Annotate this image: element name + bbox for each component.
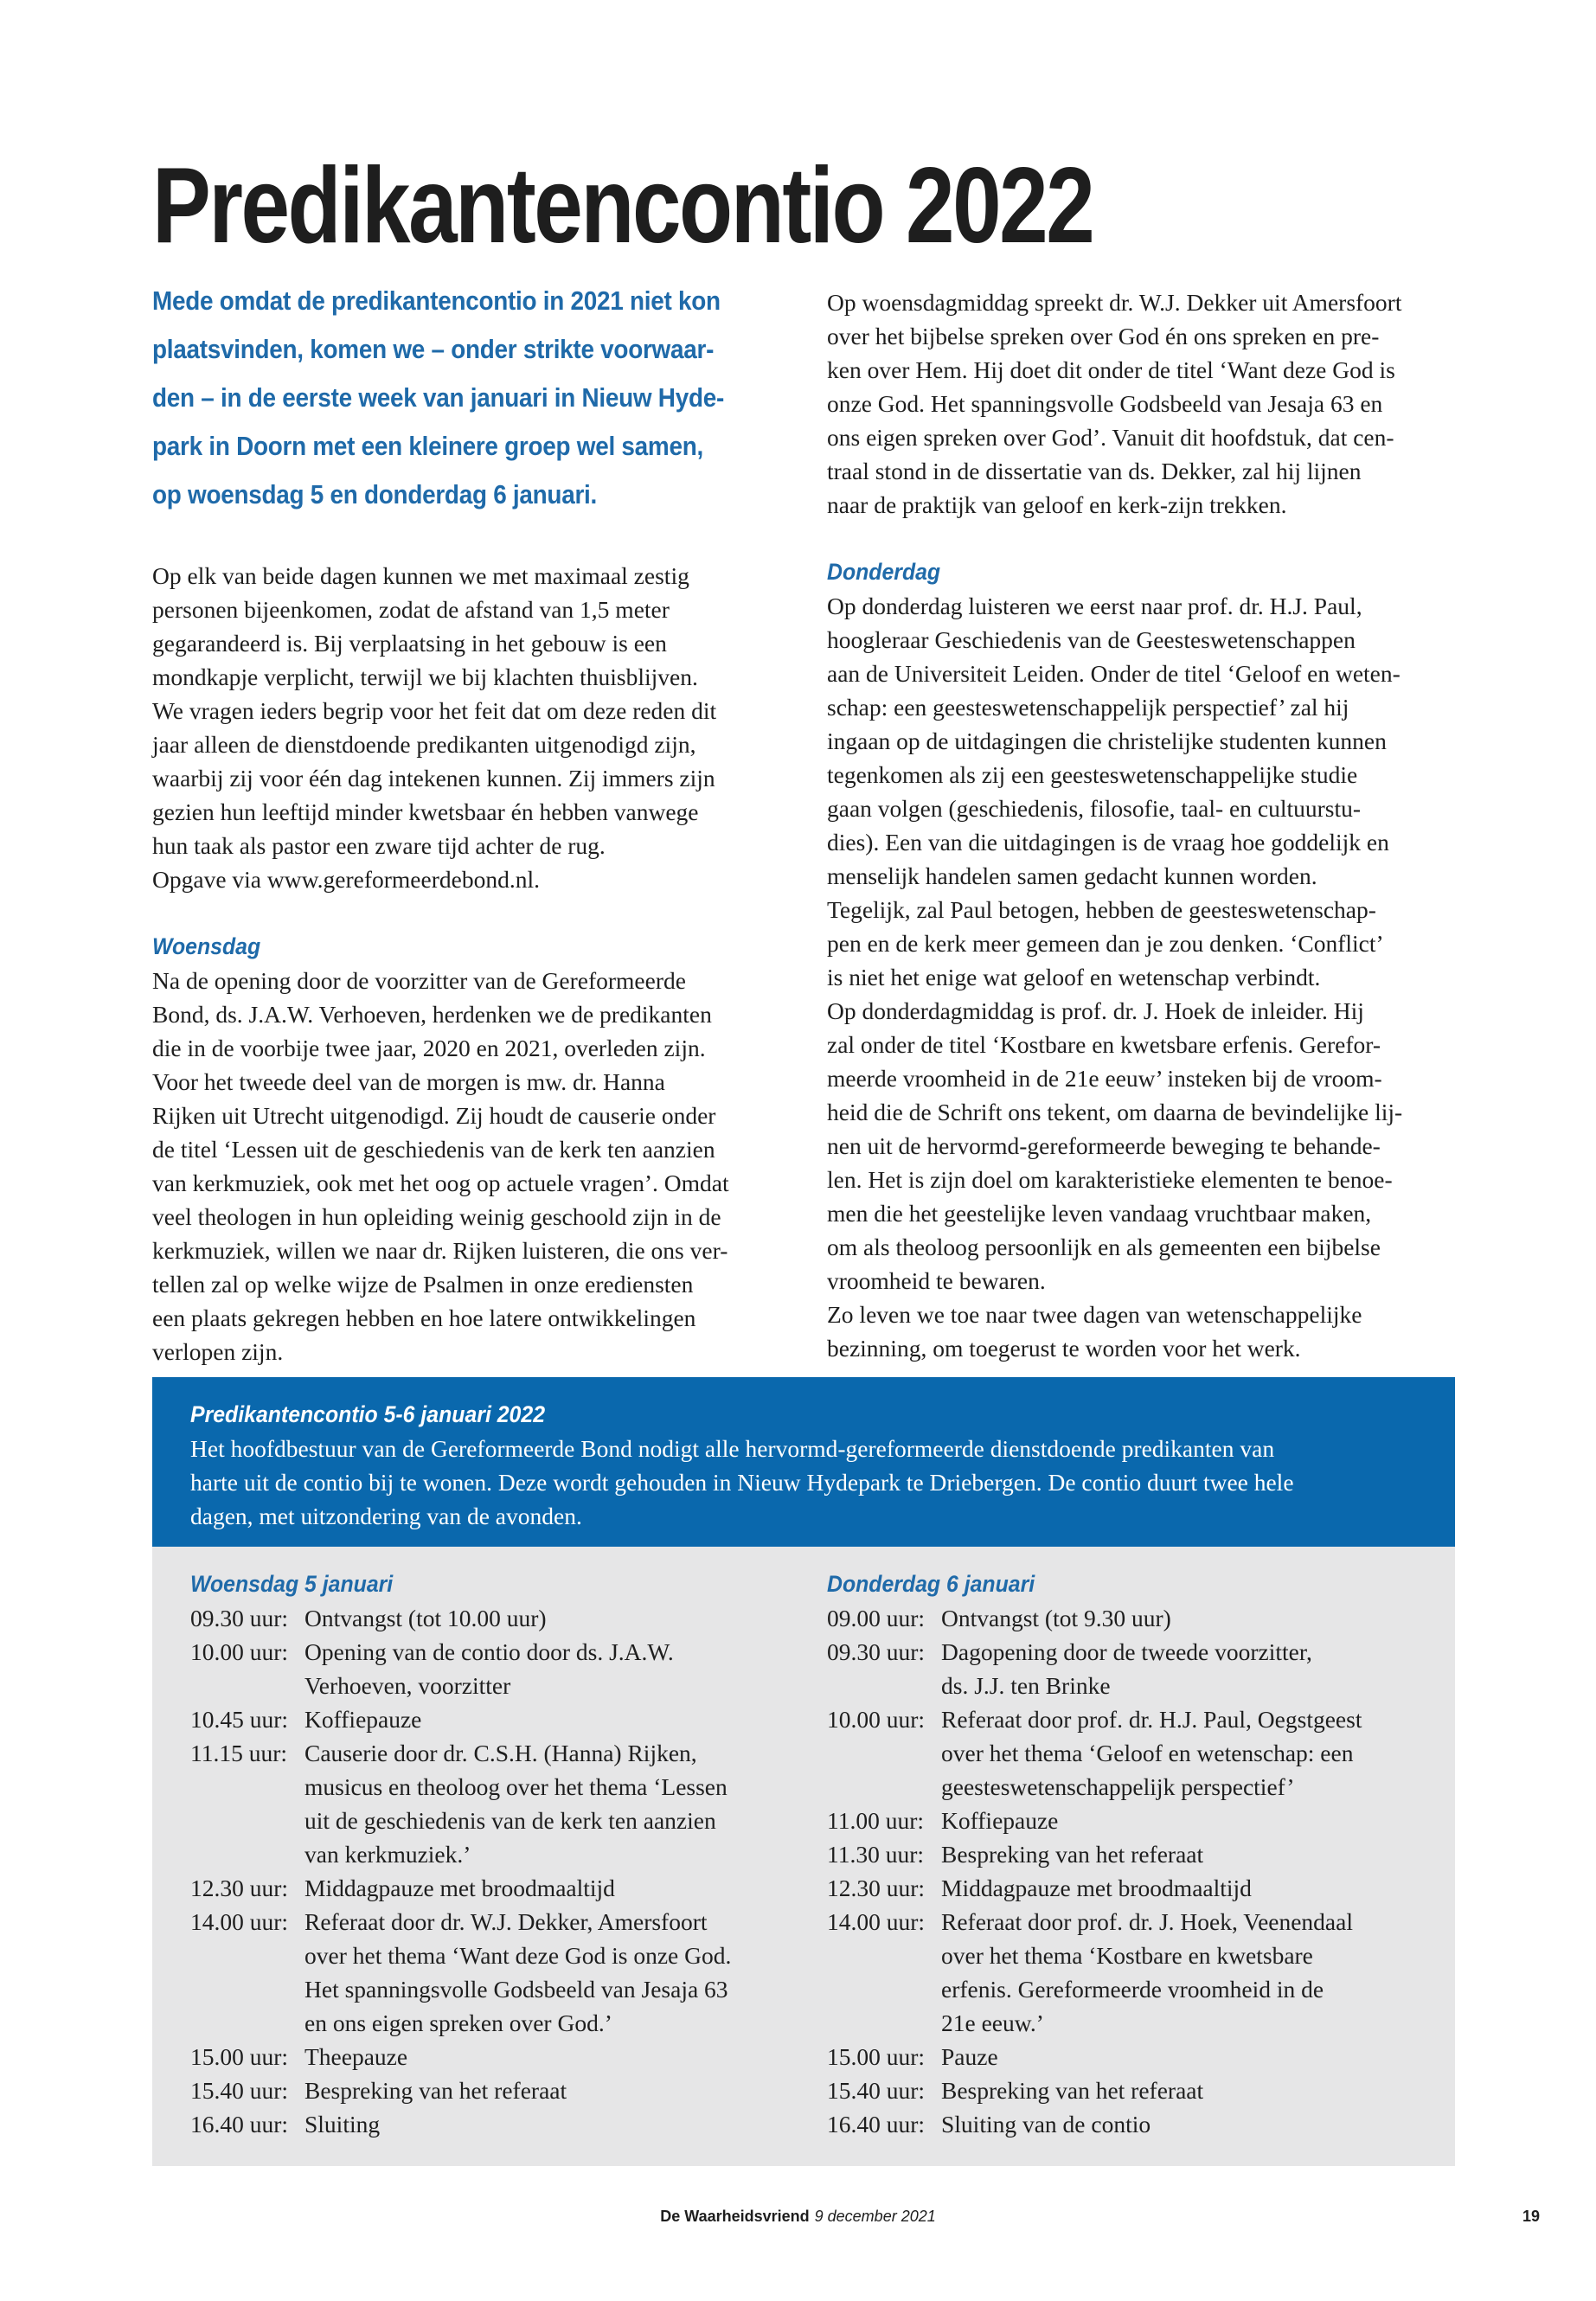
text-line: een plaats gekregen hebben en hoe latere ontwikkelingen: [152, 1304, 696, 1331]
text-line: verlopen zijn.: [152, 1338, 284, 1365]
schedule-description-line: Pauze: [941, 2043, 998, 2070]
text-line: dagen, met uitzondering van de avonden.: [190, 1503, 582, 1529]
text-line: Opgave via www.gereformeerdebond.nl.: [152, 866, 540, 893]
schedule-row: [827, 1635, 1450, 1702]
text-line: vroomheid te bewaren.: [827, 1267, 1046, 1294]
text-line: menselijk handelen samen gedacht kunnen worden.: [827, 862, 1317, 889]
text-line: personen bijeenkomen, zodat de afstand van 1,5 meter: [152, 596, 670, 623]
text-line: aan de Universiteit Leiden. Onder de titel ‘Geloof en weten-: [827, 660, 1401, 687]
schedule-description: [304, 2073, 813, 2107]
schedule-description-line: Causerie door dr. C.S.H. (Hanna) Rijken,: [304, 1740, 697, 1766]
schedule-description-line: Bespreking van het referaat: [941, 1841, 1204, 1868]
schedule-row: [190, 1601, 813, 1635]
schedule-description-line: Middagpauze met broodmaaltijd: [304, 1875, 615, 1901]
text-line: ingaan op de uitdagingen die christelijke studenten kunnen: [827, 727, 1387, 754]
schedule-row: [190, 2107, 813, 2141]
text-line: Rijken uit Utrecht uitgenodigd. Zij houdt de causerie onder: [152, 1102, 716, 1129]
schedule-time: 14.00 uur:: [827, 1908, 926, 1935]
schedule-description: [304, 2107, 813, 2141]
schedule-time: 16.40 uur:: [827, 2111, 926, 2138]
page-number: 19: [1522, 2208, 1540, 2225]
schedule-row: [827, 1837, 1450, 1871]
program-box: [152, 1377, 1455, 2166]
schedule-description-line: ds. J.J. ten Brinke: [941, 1672, 1111, 1699]
schedule-description-line: geesteswetenschappelijk perspectief’: [941, 1773, 1295, 1800]
schedule-description-line: Bespreking van het referaat: [304, 2077, 567, 2104]
schedule-description-line: 21e eeuw.’: [941, 2009, 1044, 2036]
text-line: Bond, ds. J.A.W. Verhoeven, herdenken we de predikanten: [152, 1001, 712, 1028]
schedule-row: [190, 1905, 813, 2040]
right-column: [827, 285, 1450, 1365]
schedule-description-line: Bespreking van het referaat: [941, 2077, 1204, 2104]
schedule-description-line: Theepauze: [304, 2043, 408, 2070]
schedule-description-line: over het thema ‘Geloof en wetenschap: een: [941, 1740, 1354, 1766]
schedule-donderdag: [827, 1567, 1450, 2141]
schedule-row: [190, 1702, 813, 1736]
schedule-day-heading: Donderdag 6 januari: [827, 1571, 1035, 1597]
schedule-description-line: Koffiepauze: [304, 1706, 422, 1733]
schedule-time: 16.40 uur:: [190, 2111, 289, 2138]
schedule-time: 15.40 uur:: [190, 2077, 289, 2104]
text-line: Op woensdagmiddag spreekt dr. W.J. Dekker uit Amersfoort: [827, 289, 1402, 316]
text-line: harte uit de contio bij te wonen. Deze wordt gehouden in Nieuw Hydepark te Driebergen. De contio duurt twee hele: [190, 1469, 1294, 1496]
schedule-row: [827, 2073, 1450, 2107]
schedule-description-line: Dagopening door de tweede voorzitter,: [941, 1638, 1312, 1665]
donderdag-paragraph: [827, 589, 1450, 1365]
text-line: kerkmuziek, willen we naar dr. Rijken luisteren, die ons ver-: [152, 1237, 728, 1264]
schedule-time: 12.30 uur:: [827, 1875, 926, 1901]
text-line: Zo leven we toe naar twee dagen van wetenschappelijke: [827, 1301, 1362, 1328]
page-footer: [0, 2208, 1596, 2226]
text-line: schap: een geesteswetenschappelijk perspectief’ zal hij: [827, 694, 1349, 721]
woensdag-paragraph: [152, 964, 775, 1368]
schedule-description: [304, 1871, 813, 1905]
text-line: Tegelijk, zal Paul betogen, hebben de geesteswetenschap-: [827, 896, 1376, 923]
woensdagmiddag-paragraph: [827, 285, 1450, 522]
schedule-row: [190, 2040, 813, 2073]
schedule-description-line: over het thema ‘Kostbare en kwetsbare: [941, 1942, 1313, 1969]
lead-line: plaatsvinden, komen we – onder strikte voorwaar-: [152, 334, 715, 364]
schedule-description: [304, 1601, 813, 1635]
schedule-row: [190, 1736, 813, 1871]
schedule-time: 14.00 uur:: [190, 1908, 289, 1935]
text-line: over het bijbelse spreken over God én ons spreken en pre-: [827, 323, 1380, 349]
schedule-description-line: Koffiepauze: [941, 1807, 1059, 1834]
text-line: nen uit de hervormd-gereformeerde beweging te behande-: [827, 1132, 1381, 1159]
schedule-time: 10.45 uur:: [190, 1706, 289, 1733]
schedule-description-line: Verhoeven, voorzitter: [304, 1672, 511, 1699]
lead-line: park in Doorn met een kleinere groep wel samen,: [152, 431, 703, 461]
text-line: Op donderdag luisteren we eerst naar prof. dr. H.J. Paul,: [827, 593, 1362, 619]
schedule-time: 09.00 uur:: [827, 1605, 926, 1631]
schedule-time: 09.30 uur:: [827, 1638, 926, 1665]
schedule-row: [827, 2107, 1450, 2141]
text-line: die in de voorbije twee jaar, 2020 en 2021, overleden zijn.: [152, 1035, 706, 1061]
schedule-time: 10.00 uur:: [190, 1638, 289, 1665]
text-line: men die het geestelijke leven vandaag vruchtbaar maken,: [827, 1200, 1372, 1227]
text-line: Voor het tweede deel van de morgen is mw. dr. Hanna: [152, 1068, 665, 1095]
schedule-row: [827, 1601, 1450, 1635]
schedule-row: [827, 1804, 1450, 1837]
schedule-description: [304, 1702, 813, 1736]
schedule-description: [941, 1702, 1450, 1804]
schedule-row: [190, 2073, 813, 2107]
program-box-intro: [190, 1432, 1417, 1533]
program-box-header: [152, 1377, 1455, 1547]
text-line: Op donderdagmiddag is prof. dr. J. Hoek de inleider. Hij: [827, 997, 1364, 1024]
text-line: dies). Een van die uitdagingen is de vraag hoe goddelijk en: [827, 829, 1389, 856]
text-line: mondkapje verplicht, terwijl we bij klachten thuisblijven.: [152, 663, 698, 690]
magazine-name: De Waarheidsvriend: [660, 2208, 810, 2225]
schedule-description-line: erfenis. Gereformeerde vroomheid in de: [941, 1976, 1324, 2003]
text-line: meerde vroomheid in de 21e eeuw’ insteken bij de vroom-: [827, 1065, 1382, 1092]
schedule-time: 15.40 uur:: [827, 2077, 926, 2104]
text-line: is niet het enige wat geloof en wetenschap verbindt.: [827, 964, 1321, 990]
text-line: ons eigen spreken over God’. Vanuit dit hoofdstuk, dat cen-: [827, 424, 1394, 451]
left-column: [152, 277, 775, 1368]
schedule-description-line: Opening van de contio door ds. J.A.W.: [304, 1638, 674, 1665]
schedule-description-line: musicus en theoloog over het thema ‘Lessen: [304, 1773, 727, 1800]
text-line: naar de praktijk van geloof en kerk-zijn trekken.: [827, 491, 1287, 518]
schedule-description-line: van kerkmuziek.’: [304, 1841, 471, 1868]
text-line: gezien hun leeftijd minder kwetsbaar én hebben vanwege: [152, 798, 699, 825]
text-line: traal stond in de dissertatie van ds. Dekker, zal hij lijnen: [827, 458, 1362, 484]
lead-line: Mede omdat de predikantencontio in 2021 niet kon: [152, 285, 721, 316]
text-line: len. Het is zijn doel om karakteristieke elementen te benoe-: [827, 1166, 1393, 1193]
schedule-row: [827, 1905, 1450, 2040]
text-line: tegenkomen als zij een geesteswetenschappelijke studie: [827, 761, 1358, 788]
schedule-description: [941, 1905, 1450, 2040]
text-line: Op elk van beide dagen kunnen we met maximaal zestig: [152, 562, 689, 589]
schedule-description-line: Ontvangst (tot 9.30 uur): [941, 1605, 1171, 1631]
lead-line: op woensdag 5 en donderdag 6 januari.: [152, 479, 597, 510]
schedule-row: [827, 2040, 1450, 2073]
schedule-day-heading: Woensdag 5 januari: [190, 1571, 394, 1597]
schedule-description-line: Referaat door prof. dr. H.J. Paul, Oegstgeest: [941, 1706, 1362, 1733]
schedule-description-line: over het thema ‘Want deze God is onze God.: [304, 1942, 732, 1969]
schedule-description-line: Referaat door prof. dr. J. Hoek, Veenendaal: [941, 1908, 1353, 1935]
text-line: bezinning, om toegerust te worden voor het werk.: [827, 1335, 1301, 1362]
schedule-time: 11.15 uur:: [190, 1740, 288, 1766]
schedule-description: [304, 1905, 813, 2040]
schedule-description-line: Het spanningsvolle Godsbeeld van Jesaja 63: [304, 1976, 728, 2003]
schedule-description-line: Ontvangst (tot 10.00 uur): [304, 1605, 547, 1631]
intro-paragraph: [152, 559, 775, 896]
schedule-description-line: uit de geschiedenis van de kerk ten aanzien: [304, 1807, 716, 1834]
schedule-time: 12.30 uur:: [190, 1875, 289, 1901]
schedule-description: [941, 1804, 1450, 1837]
text-line: waarbij zij voor één dag intekenen kunnen. Zij immers zijn: [152, 765, 715, 792]
text-line: pen en de kerk meer gemeen dan je zou denken. ‘Conflict’: [827, 930, 1384, 957]
text-line: hun taak als pastor een zware tijd achter de rug.: [152, 832, 606, 859]
page-title: Predikantencontio 2022: [152, 146, 1093, 266]
text-line: Het hoofdbestuur van de Gereformeerde Bond nodigt alle hervormd-gereformeerde dienstdoende predikanten van: [190, 1435, 1275, 1462]
schedule-description: [941, 2073, 1450, 2107]
schedule-time: 15.00 uur:: [190, 2043, 289, 2070]
schedule-woensdag: [190, 1567, 813, 2141]
text-line: tellen zal op welke wijze de Psalmen in onze erediensten: [152, 1271, 694, 1298]
schedule-time: 15.00 uur:: [827, 2043, 926, 2070]
text-line: jaar alleen de dienstdoende predikanten uitgenodigd zijn,: [152, 731, 696, 758]
lead-line: den – in de eerste week van januari in Nieuw Hyde-: [152, 382, 724, 413]
text-line: van kerkmuziek, ook met het oog op actuele vragen’. Omdat: [152, 1170, 729, 1196]
text-line: veel theologen in hun opleiding weinig geschoold zijn in de: [152, 1203, 721, 1230]
text-line: zal onder de titel ‘Kostbare en kwetsbare erfenis. Gerefor-: [827, 1031, 1381, 1058]
text-line: gaan volgen (geschiedenis, filosofie, taal- en cultuurstu-: [827, 795, 1362, 822]
schedule-time: 09.30 uur:: [190, 1605, 289, 1631]
schedule-row: [827, 1871, 1450, 1905]
schedule-description: [941, 1635, 1450, 1702]
schedule-row: [190, 1871, 813, 1905]
program-box-heading: Predikantencontio 5-6 januari 2022: [190, 1401, 546, 1427]
schedule-description: [304, 2040, 813, 2073]
schedule-description: [304, 1635, 813, 1702]
text-line: onze God. Het spanningsvolle Godsbeeld van Jesaja 63 en: [827, 390, 1383, 417]
donderdag-heading: Donderdag: [827, 559, 941, 585]
schedule-time: 11.30 uur:: [827, 1841, 925, 1868]
text-line: ken over Hem. Hij doet dit onder de titel ‘Want deze God is: [827, 356, 1395, 383]
schedule-description: [941, 1601, 1450, 1635]
text-line: om als theoloog persoonlijk en als gemeenten een bijbelse: [827, 1234, 1381, 1260]
text-line: We vragen ieders begrip voor het feit dat om deze reden dit: [152, 697, 717, 724]
schedule-time: 11.00 uur:: [827, 1807, 925, 1834]
schedule-description: [304, 1736, 813, 1871]
lead-paragraph: [152, 277, 775, 519]
schedule-description: [941, 1837, 1450, 1871]
text-line: Na de opening door de voorzitter van de Gereformeerde: [152, 967, 686, 994]
text-line: hoogleraar Geschiedenis van de Geesteswetenschappen: [827, 626, 1356, 653]
text-line: heid die de Schrift ons tekent, om daarna de bevindelijke lij-: [827, 1099, 1403, 1125]
schedule-description-line: Sluiting: [304, 2111, 381, 2138]
schedule-description: [941, 2107, 1450, 2141]
schedule-description-line: Sluiting van de contio: [941, 2111, 1151, 2138]
woensdag-heading: Woensdag: [152, 933, 261, 959]
text-line: de titel ‘Lessen uit de geschiedenis van de kerk ten aanzien: [152, 1136, 715, 1163]
schedule-description: [941, 2040, 1450, 2073]
text-line: gegarandeerd is. Bij verplaatsing in het gebouw is een: [152, 630, 667, 657]
schedule-description-line: Middagpauze met broodmaaltijd: [941, 1875, 1252, 1901]
schedule-description-line: en ons eigen spreken over God.’: [304, 2009, 612, 2036]
issue-date: 9 december 2021: [814, 2208, 936, 2225]
schedule-description-line: Referaat door dr. W.J. Dekker, Amersfoort: [304, 1908, 708, 1935]
schedule-description: [941, 1871, 1450, 1905]
schedule-time: 10.00 uur:: [827, 1706, 926, 1733]
schedule-row: [827, 1702, 1450, 1804]
schedule-row: [190, 1635, 813, 1702]
